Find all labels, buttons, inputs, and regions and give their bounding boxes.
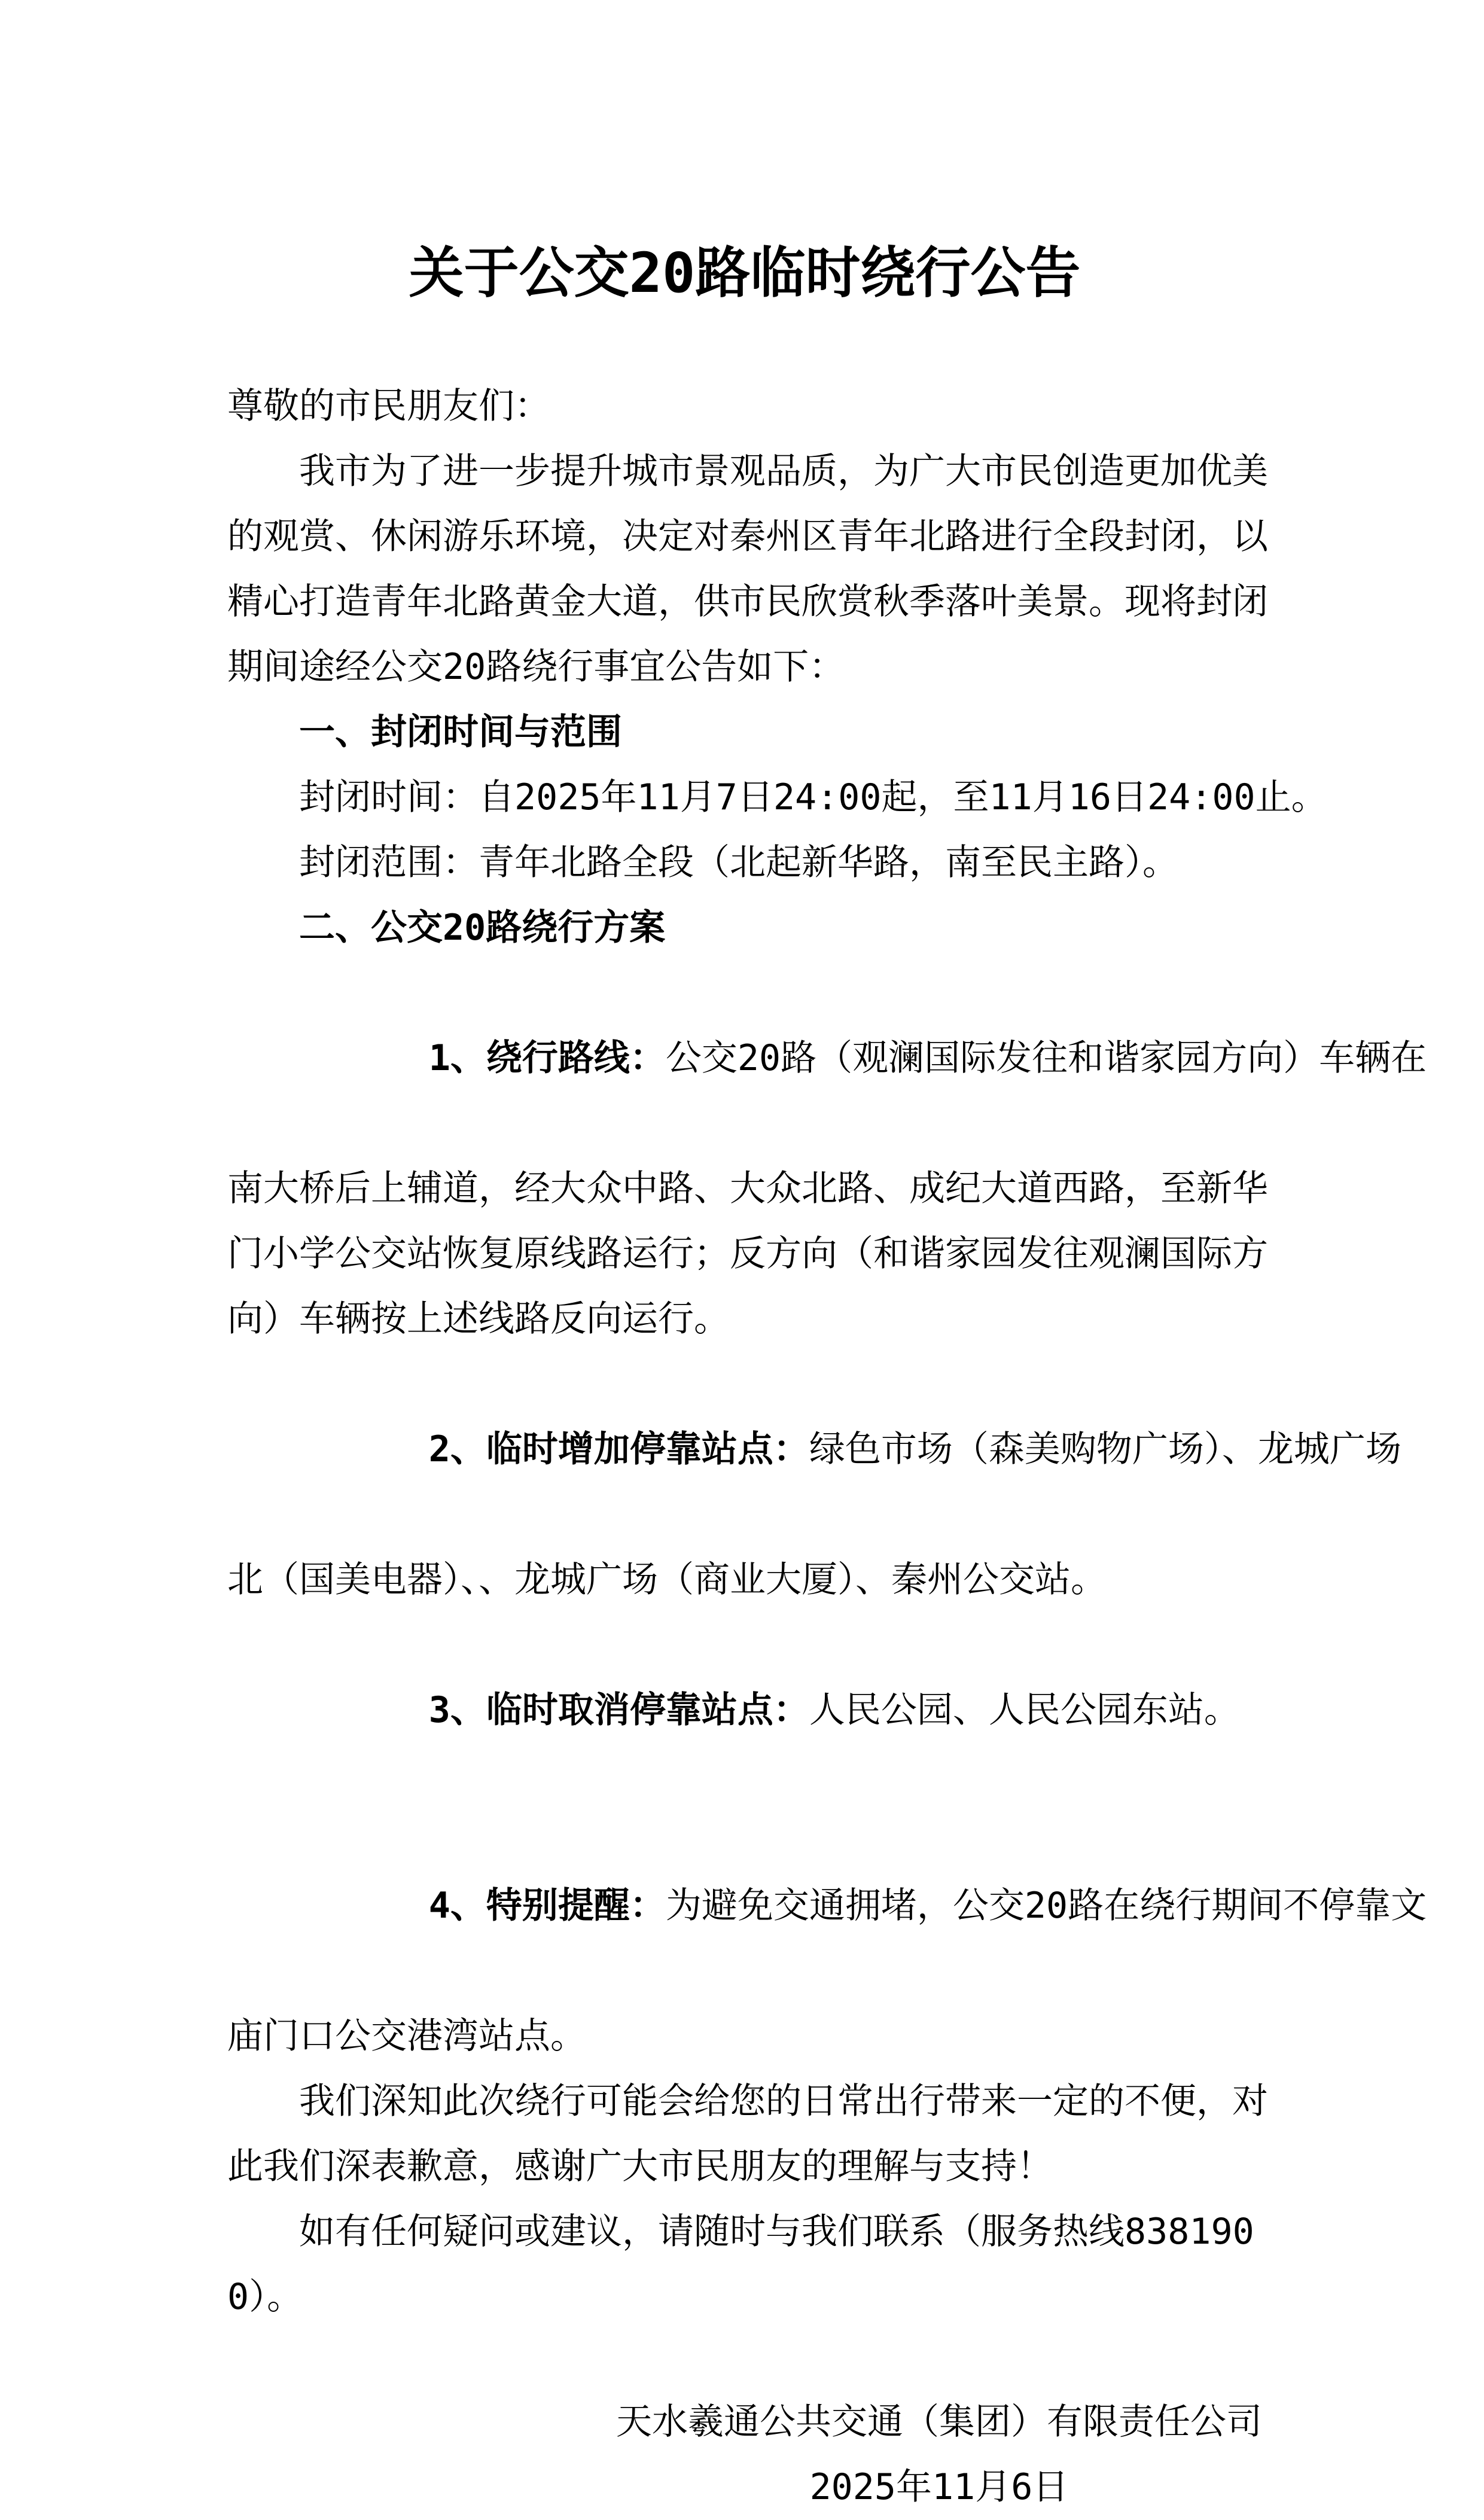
body-line [227, 1613, 1262, 1808]
body-line: 0）。 [227, 2276, 303, 2318]
body-line: 门小学公交站恢复原线路运行；反方向（和谐家园发往观澜国际方 [227, 1233, 1268, 1275]
item-text: 绿色市场（森美购物广场）、龙城广场 [809, 1428, 1401, 1470]
section-heading-1: 一、封闭时间与范围 [299, 711, 622, 753]
body-line [227, 961, 1427, 1156]
body-line: 的观赏、休闲游乐环境，决定对秦州区青年北路进行全段封闭，以 [227, 516, 1268, 557]
document-title: 关于公交20路临时绕行公告 [409, 241, 1081, 305]
body-line: 我们深知此次绕行可能会给您的日常出行带来一定的不便，对 [299, 2080, 1268, 2122]
body-line: 向）车辆按上述线路反向运行。 [227, 1298, 730, 1340]
salutation-line: 尊敬的市民朋友们： [227, 385, 550, 427]
signature-company: 天水羲通公共交通（集团）有限责任公司 [616, 2401, 1262, 2443]
body-line: 封闭范围：青年北路全段（北起新华路，南至民主路）。 [299, 842, 1178, 883]
body-line: 精心打造青年北路黄金大道，供市民欣赏秋季落叶美景。现将封闭 [227, 581, 1268, 623]
body-line: 如有任何疑问或建议，请随时与我们联系（服务热线838190 [299, 2211, 1254, 2253]
item-label: 3、临时取消停靠站点： [428, 1689, 809, 1731]
body-line: 南大桥后上辅道，经大众中路、大众北路、成纪大道西路，至新华 [227, 1168, 1268, 1209]
section-heading-2: 二、公交20路绕行方案 [299, 907, 666, 949]
document-body [227, 374, 1427, 2330]
signature-block [616, 2390, 1262, 2520]
body-line: 我市为了进一步提升城市景观品质，为广大市民创造更加优美 [299, 450, 1268, 492]
body-line: 期间途经公交20路绕行事宜公告如下： [227, 646, 845, 688]
item-label: 2、临时增加停靠站点： [428, 1428, 809, 1470]
item-label: 4、特别提醒： [428, 1885, 666, 1927]
body-line: 北（国美电器）、、龙城广场（商业大厦）、秦州公交站。 [227, 1559, 1107, 1601]
item-label: 1、绕行路线： [428, 1037, 666, 1079]
body-line [227, 1808, 1427, 2004]
item-text: 为避免交通拥堵，公交20路在绕行期间不停靠文 [665, 1885, 1427, 1927]
body-line: 此我们深表歉意，感谢广大市民朋友的理解与支持！ [227, 2146, 1053, 2187]
signature-date: 2025年11月6日 [809, 2466, 1069, 2508]
body-line: 封闭时间：自2025年11月7日24:00起，至11月16日24:00止。 [299, 776, 1327, 818]
body-line: 庙门口公交港湾站点。 [227, 2015, 586, 2057]
item-text: 人民公园、人民公园东站。 [809, 1689, 1240, 1731]
body-line [227, 1352, 1401, 1547]
item-text: 公交20路（观澜国际发往和谐家园方向）车辆在 [665, 1037, 1427, 1079]
